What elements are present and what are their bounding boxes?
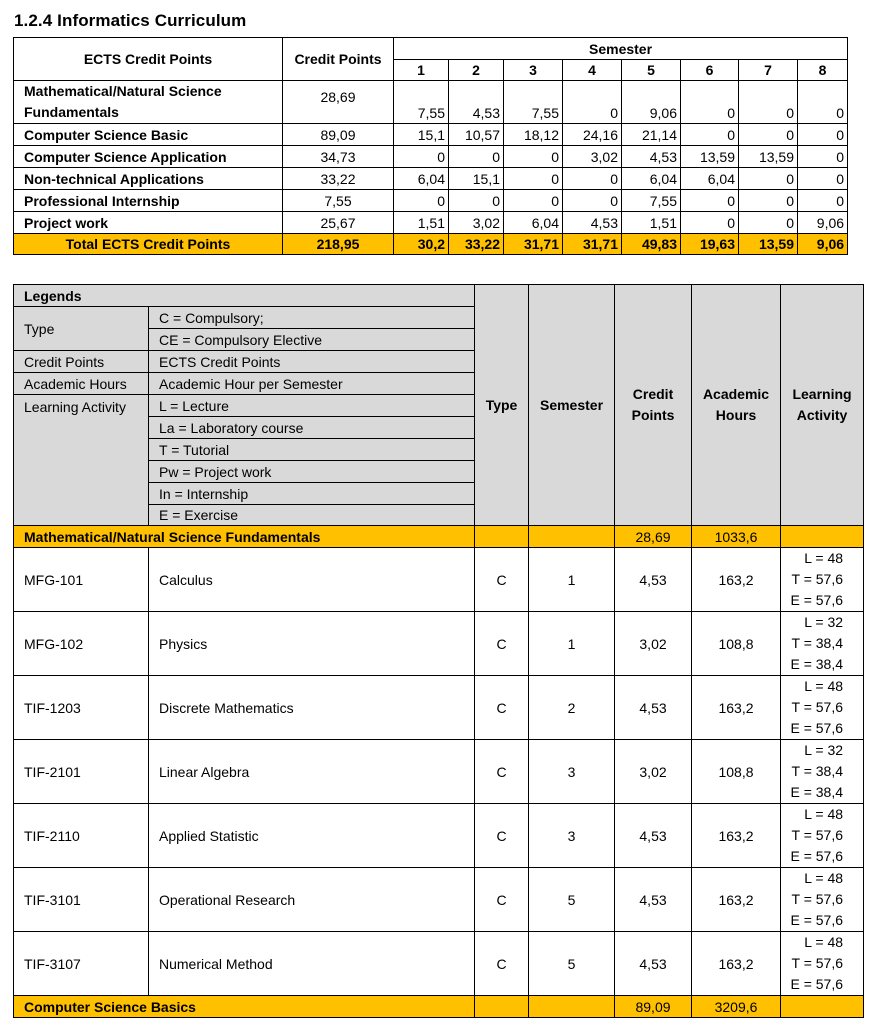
activity-line: E = 57,6	[790, 592, 844, 608]
course-credit: 4,53	[615, 676, 692, 740]
ects-semester-value: 0	[681, 81, 739, 124]
course-semester: 5	[529, 868, 615, 932]
ects-total-value: 31,71	[504, 234, 563, 255]
course-row	[14, 740, 864, 804]
activity-line: L = 48	[804, 550, 844, 566]
ects-semester-value: 0	[798, 124, 848, 146]
ects-semester-value: 0	[739, 168, 798, 190]
activity-line: L = 48	[804, 678, 844, 694]
course-activity	[781, 932, 864, 996]
semester-header: 4	[563, 60, 622, 81]
activity-line: T = 57,6	[791, 827, 844, 843]
column-header-activity: Learning Activity	[781, 285, 864, 526]
group-activity-empty	[781, 526, 864, 548]
ects-semester-value: 0	[798, 168, 848, 190]
ects-total-value: 13,59	[739, 234, 798, 255]
activity-line: E = 57,6	[790, 720, 844, 736]
course-credit: 4,53	[615, 868, 692, 932]
course-code: TIF-2110	[14, 804, 149, 868]
activity-line: T = 57,6	[791, 571, 844, 587]
ects-semester-value: 4,53	[449, 81, 504, 124]
course-row	[14, 548, 864, 612]
course-row	[14, 676, 864, 740]
ects-row-credit: 28,69	[283, 81, 394, 124]
semester-header: 3	[504, 60, 563, 81]
course-code: TIF-2101	[14, 740, 149, 804]
course-credit: 3,02	[615, 740, 692, 804]
ects-semester-value: 0	[681, 212, 739, 234]
course-semester: 1	[529, 612, 615, 676]
ects-semester-value: 0	[563, 81, 622, 124]
header-credit-points: Credit Points	[283, 38, 394, 81]
legend-credit-value: ECTS Credit Points	[149, 351, 475, 373]
ects-semester-value: 9,06	[622, 81, 681, 124]
ects-semester-value: 6,04	[622, 168, 681, 190]
legends-title: Legends	[14, 285, 475, 307]
ects-semester-value: 15,1	[449, 168, 504, 190]
course-activity	[781, 804, 864, 868]
ects-row-credit: 34,73	[283, 146, 394, 168]
course-name: Physics	[149, 612, 475, 676]
course-semester: 1	[529, 548, 615, 612]
ects-semester-value: 0	[798, 146, 848, 168]
course-hours: 163,2	[692, 804, 781, 868]
activity-line: L = 48	[804, 870, 844, 886]
ects-row-label: Project work	[14, 212, 283, 234]
ects-row	[14, 124, 848, 146]
course-semester: 5	[529, 932, 615, 996]
semester-header: 1	[394, 60, 449, 81]
group-semester-empty	[529, 996, 615, 1018]
ects-semester-value: 1,51	[394, 212, 449, 234]
course-row	[14, 612, 864, 676]
ects-summary-table	[13, 37, 848, 255]
ects-row-label: Computer Science Basic	[14, 124, 283, 146]
activity-line: E = 57,6	[790, 976, 844, 992]
semester-header: 8	[798, 60, 848, 81]
ects-semester-value: 9,06	[798, 212, 848, 234]
legend-hours-label: Academic Hours	[14, 373, 149, 395]
course-name: Numerical Method	[149, 932, 475, 996]
ects-row-credit: 25,67	[283, 212, 394, 234]
ects-row-label: Mathematical/Natural Science Fundamentals	[14, 81, 283, 124]
column-header-credit: Credit Points	[615, 285, 692, 526]
ects-row-credit: 33,22	[283, 168, 394, 190]
ects-semester-value: 4,53	[622, 146, 681, 168]
ects-semester-value: 4,53	[563, 212, 622, 234]
course-name: Calculus	[149, 548, 475, 612]
activity-line: E = 57,6	[790, 912, 844, 928]
course-hours: 163,2	[692, 548, 781, 612]
course-row	[14, 804, 864, 868]
course-activity	[781, 676, 864, 740]
course-hours: 163,2	[692, 868, 781, 932]
course-code: TIF-1203	[14, 676, 149, 740]
course-table	[13, 284, 864, 1018]
course-type: C	[475, 548, 529, 612]
legend-activity-value: L = Lecture	[149, 395, 475, 417]
ects-total-value: 19,63	[681, 234, 739, 255]
ects-semester-value: 6,04	[504, 212, 563, 234]
course-name: Discrete Mathematics	[149, 676, 475, 740]
activity-line: L = 48	[804, 806, 844, 822]
ects-semester-value: 0	[449, 146, 504, 168]
header-ects: ECTS Credit Points	[14, 38, 283, 81]
ects-total-value: 9,06	[798, 234, 848, 255]
ects-row	[14, 190, 848, 212]
activity-line: T = 57,6	[791, 891, 844, 907]
ects-semester-value: 0	[739, 124, 798, 146]
course-type: C	[475, 804, 529, 868]
semester-header: 5	[622, 60, 681, 81]
course-credit: 4,53	[615, 932, 692, 996]
ects-semester-value: 0	[504, 168, 563, 190]
group-hours: 1033,6	[692, 526, 781, 548]
semester-header: 7	[739, 60, 798, 81]
course-credit: 4,53	[615, 548, 692, 612]
ects-semester-value: 7,55	[622, 190, 681, 212]
activity-line: L = 48	[804, 934, 844, 950]
section-title: 1.2.4 Informatics Curriculum	[14, 11, 247, 30]
course-type: C	[475, 740, 529, 804]
ects-total-value: 33,22	[449, 234, 504, 255]
course-name: Applied Statistic	[149, 804, 475, 868]
course-type: C	[475, 868, 529, 932]
ects-semester-value: 0	[798, 190, 848, 212]
ects-semester-value: 0	[739, 212, 798, 234]
activity-line: L = 32	[804, 742, 844, 758]
activity-line: T = 57,6	[791, 699, 844, 715]
ects-semester-value: 0	[798, 81, 848, 124]
ects-total-value: 31,71	[563, 234, 622, 255]
course-semester: 3	[529, 740, 615, 804]
ects-semester-value: 15,1	[394, 124, 449, 146]
legend-activity-label: Learning Activity	[14, 395, 149, 526]
ects-row	[14, 146, 848, 168]
ects-row-label: Non-technical Applications	[14, 168, 283, 190]
activity-line: E = 38,4	[790, 656, 844, 672]
group-type-empty	[475, 996, 529, 1018]
ects-semester-value: 0	[449, 190, 504, 212]
legend-activity-value: In = Internship	[149, 483, 475, 505]
ects-row	[14, 212, 848, 234]
legend-type-value: C = Compulsory;	[149, 307, 475, 329]
course-semester: 3	[529, 804, 615, 868]
ects-row-label: Computer Science Application	[14, 146, 283, 168]
ects-semester-value: 3,02	[449, 212, 504, 234]
course-credit: 3,02	[615, 612, 692, 676]
legend-activity-value: E = Exercise	[149, 505, 475, 526]
column-header-hours: Academic Hours	[692, 285, 781, 526]
activity-line: E = 57,6	[790, 848, 844, 864]
ects-semester-value: 3,02	[563, 146, 622, 168]
activity-line: T = 38,4	[791, 635, 844, 651]
ects-row-credit: 7,55	[283, 190, 394, 212]
course-type: C	[475, 932, 529, 996]
activity-line: T = 57,6	[791, 955, 844, 971]
ects-semester-value: 18,12	[504, 124, 563, 146]
group-hours: 3209,6	[692, 996, 781, 1018]
course-semester: 2	[529, 676, 615, 740]
legend-activity-value: La = Laboratory course	[149, 417, 475, 439]
course-activity	[781, 548, 864, 612]
ects-semester-value: 7,55	[504, 81, 563, 124]
legend-type-label: Type	[14, 307, 149, 351]
course-activity	[781, 740, 864, 804]
legend-activity-value: T = Tutorial	[149, 439, 475, 461]
legend-type-value: CE = Compulsory Elective	[149, 329, 475, 351]
course-hours: 163,2	[692, 932, 781, 996]
course-type: C	[475, 612, 529, 676]
group-name: Computer Science Basics	[14, 996, 475, 1018]
ects-semester-value: 0	[504, 146, 563, 168]
course-activity	[781, 868, 864, 932]
ects-semester-value: 21,14	[622, 124, 681, 146]
ects-semester-value: 0	[563, 168, 622, 190]
course-hours: 163,2	[692, 676, 781, 740]
course-row	[14, 868, 864, 932]
column-header-type: Type	[475, 285, 529, 526]
ects-total-credit: 218,95	[283, 234, 394, 255]
group-activity-empty	[781, 996, 864, 1018]
ects-row	[14, 81, 848, 124]
ects-semester-value: 6,04	[681, 168, 739, 190]
group-credit: 28,69	[615, 526, 692, 548]
ects-semester-value: 0	[504, 190, 563, 212]
ects-semester-value: 0	[739, 190, 798, 212]
activity-line: T = 38,4	[791, 763, 844, 779]
group-type-empty	[475, 526, 529, 548]
ects-total-row	[14, 234, 848, 255]
course-type: C	[475, 676, 529, 740]
course-code: MFG-101	[14, 548, 149, 612]
semester-header: 2	[449, 60, 504, 81]
ects-semester-value: 13,59	[739, 146, 798, 168]
course-credit: 4,53	[615, 804, 692, 868]
group-name: Mathematical/Natural Science Fundamentals	[14, 526, 475, 548]
ects-semester-value: 10,57	[449, 124, 504, 146]
ects-semester-value: 0	[563, 190, 622, 212]
course-row	[14, 932, 864, 996]
semester-header: 6	[681, 60, 739, 81]
ects-semester-value: 0	[681, 190, 739, 212]
header-semester: Semester	[394, 38, 848, 60]
ects-semester-value: 0	[394, 190, 449, 212]
ects-semester-value: 1,51	[622, 212, 681, 234]
legend-credit-label: Credit Points	[14, 351, 149, 373]
legend-hours-value: Academic Hour per Semester	[149, 373, 475, 395]
group-row	[14, 996, 864, 1018]
ects-semester-value: 0	[739, 81, 798, 124]
course-code: MFG-102	[14, 612, 149, 676]
ects-row	[14, 168, 848, 190]
course-activity	[781, 612, 864, 676]
ects-semester-value: 24,16	[563, 124, 622, 146]
ects-row-label: Professional Internship	[14, 190, 283, 212]
activity-line: E = 38,4	[790, 784, 844, 800]
ects-total-label: Total ECTS Credit Points	[14, 234, 283, 255]
course-code: TIF-3107	[14, 932, 149, 996]
group-row	[14, 526, 864, 548]
ects-total-value: 30,2	[394, 234, 449, 255]
ects-row-credit: 89,09	[283, 124, 394, 146]
activity-line: L = 32	[804, 614, 844, 630]
ects-semester-value: 0	[394, 146, 449, 168]
ects-total-value: 49,83	[622, 234, 681, 255]
group-credit: 89,09	[615, 996, 692, 1018]
course-code: TIF-3101	[14, 868, 149, 932]
ects-semester-value: 7,55	[394, 81, 449, 124]
ects-semester-value: 13,59	[681, 146, 739, 168]
group-semester-empty	[529, 526, 615, 548]
column-header-semester: Semester	[529, 285, 615, 526]
course-hours: 108,8	[692, 612, 781, 676]
course-hours: 108,8	[692, 740, 781, 804]
ects-semester-value: 0	[681, 124, 739, 146]
course-name: Operational Research	[149, 868, 475, 932]
ects-semester-value: 6,04	[394, 168, 449, 190]
legend-activity-value: Pw = Project work	[149, 461, 475, 483]
course-name: Linear Algebra	[149, 740, 475, 804]
